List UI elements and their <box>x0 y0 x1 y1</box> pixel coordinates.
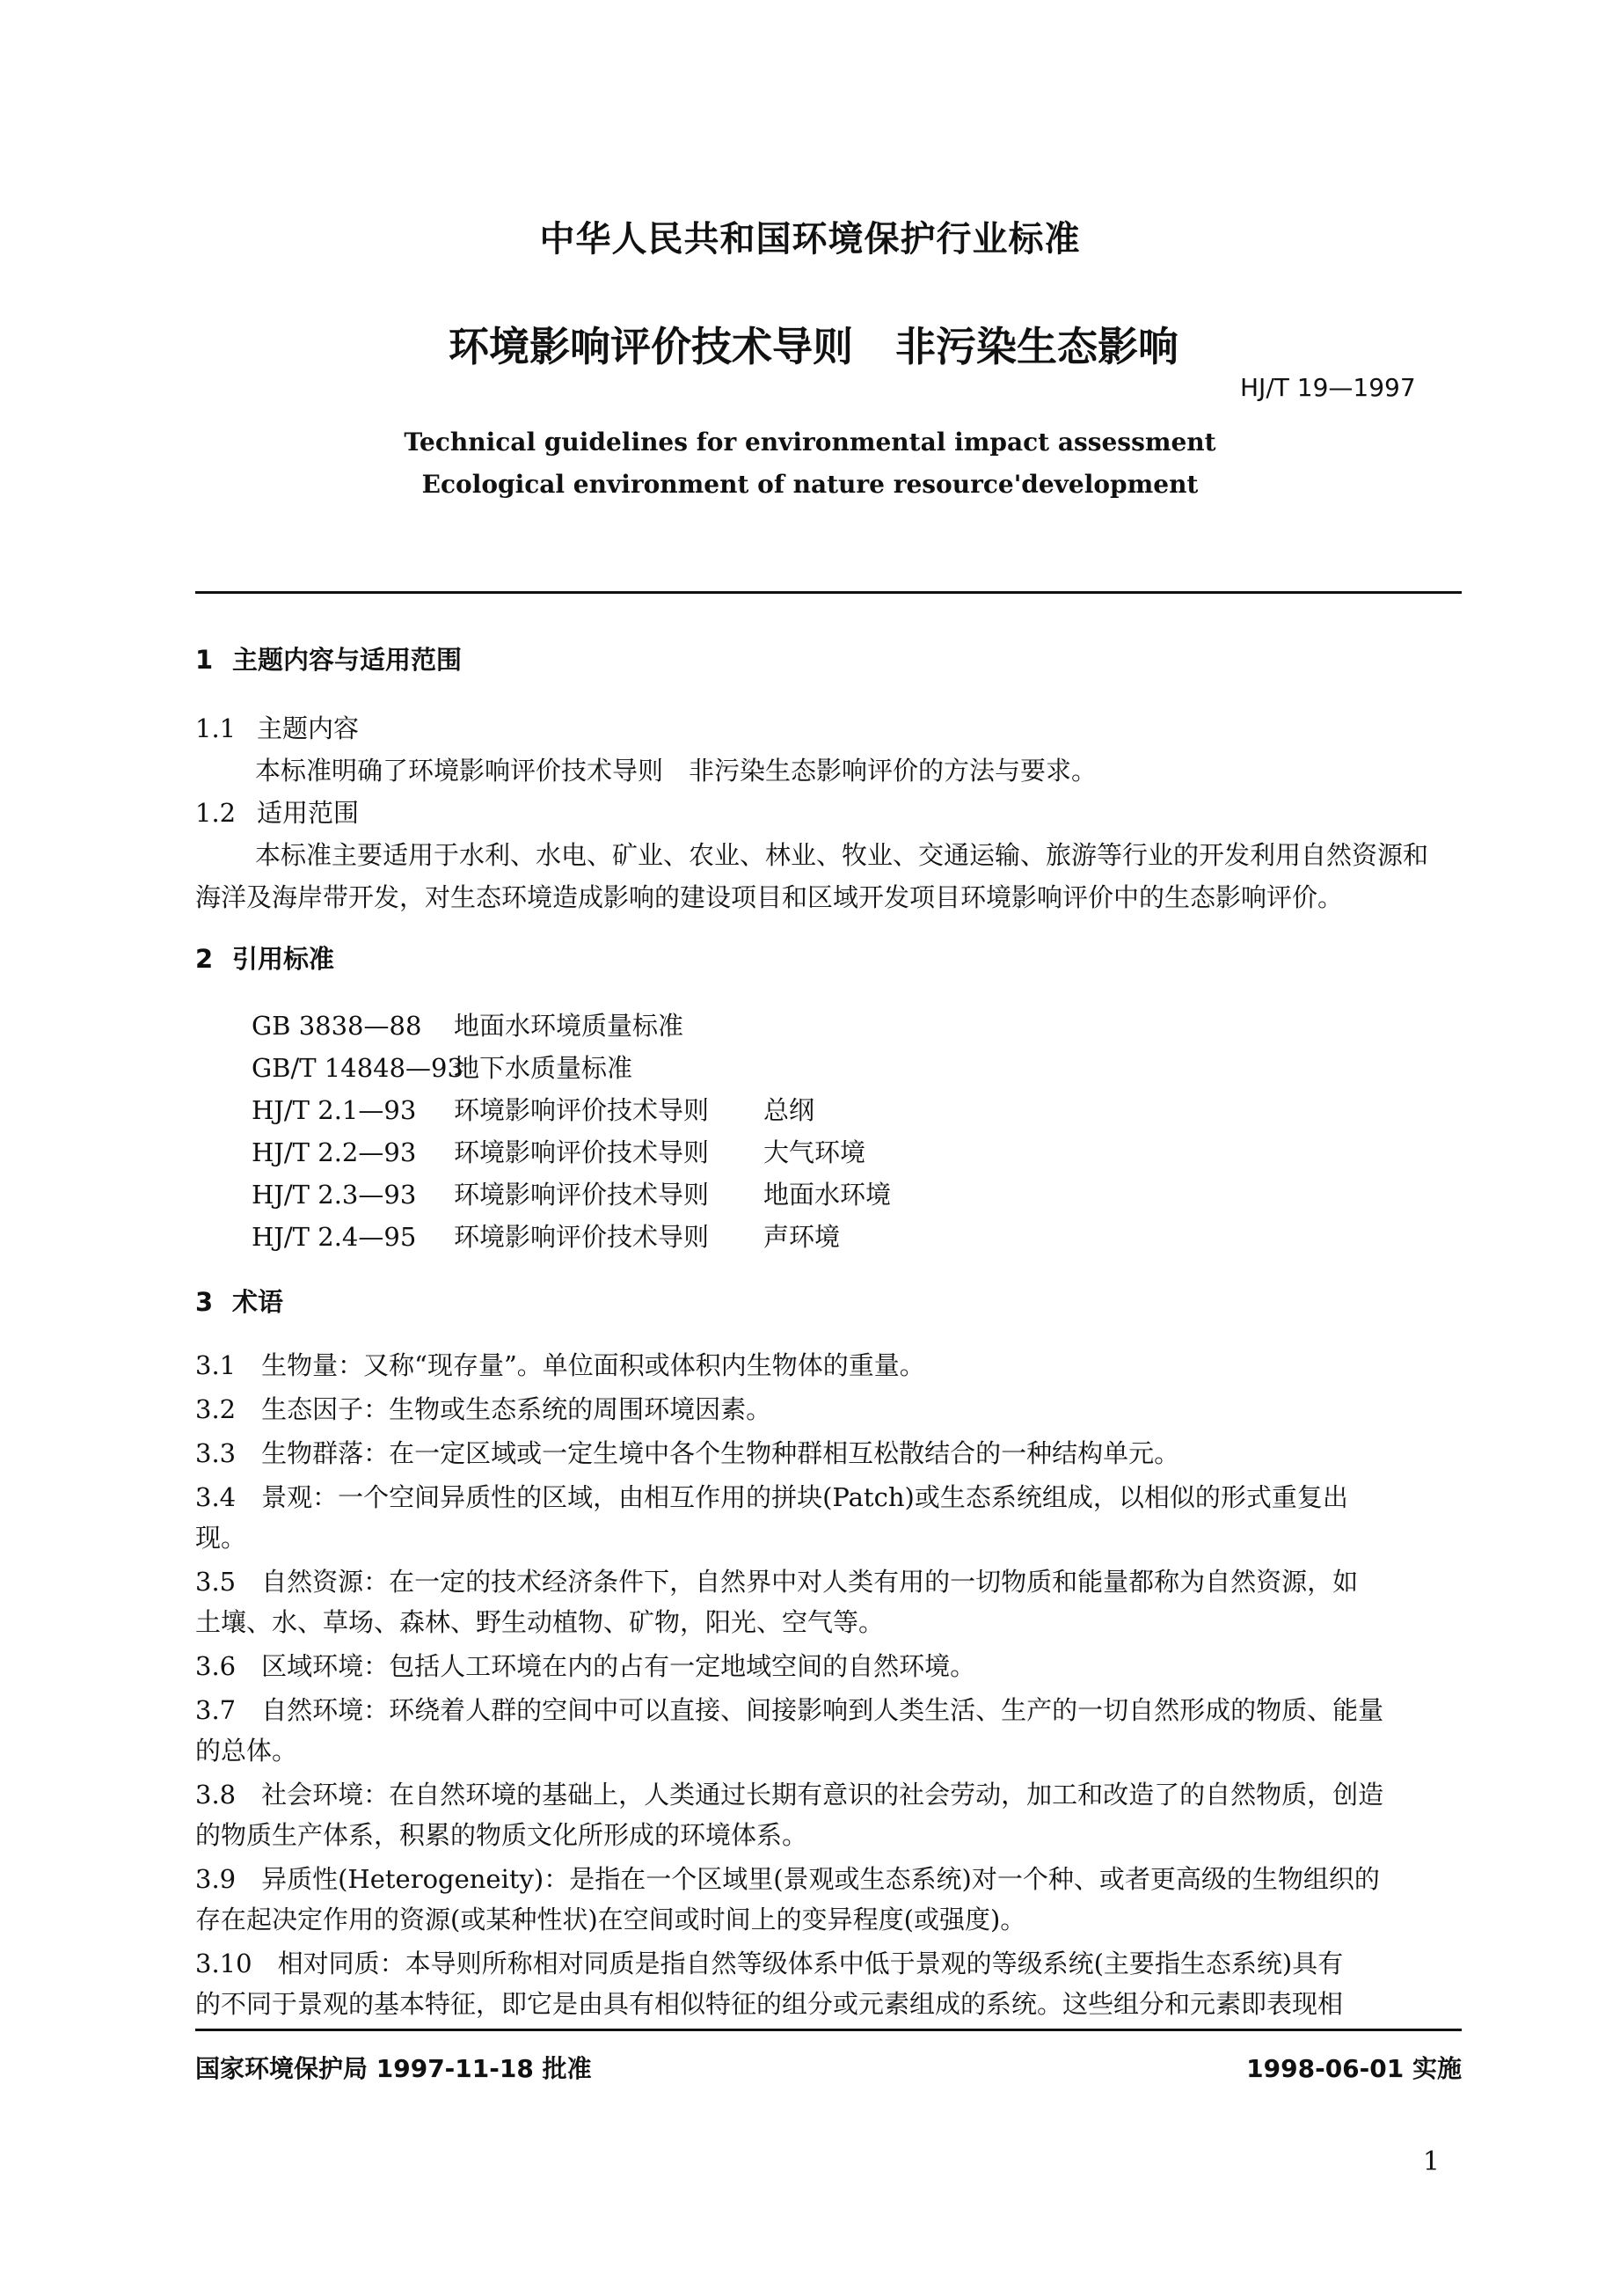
section-1-2-text-line2: 海洋及海岸带开发，对生态环境造成影响的建设项目和区域开发项目环境影响评价中的生态影响评价。 <box>195 882 1344 912</box>
section-1-1-text: 本标准明确了环境影响评价技术导则 非污染生态影响评价的方法与要求。 <box>255 756 1098 786</box>
term-3-8-line1: 3.8 社会环境：在自然环境的基础上，人类通过长期有意识的社会劳动，加工和改造了的自然物质，创造 <box>195 1780 1384 1810</box>
approval-note: 国家环境保护局 1997-11-18 批准 <box>195 2054 592 2083</box>
term-3-7-line1: 3.7 自然环境：环绕着人群的空间中可以直接、间接影响到人类生活、生产的一切自然形成的物质、能量 <box>195 1695 1384 1725</box>
header-divider <box>195 591 1462 594</box>
document-title-cn <box>449 315 1179 373</box>
section-3-heading: 3 术语 <box>195 1287 284 1317</box>
term-3-7-line2: 的总体。 <box>195 1736 298 1766</box>
reference-item: HJ/T 2.2—93 环境影响评价技术导则 大气环境 <box>252 1137 866 1167</box>
section-1-heading: 1 主题内容与适用范围 <box>195 645 463 675</box>
reference-item: HJ/T 2.1—93 环境影响评价技术导则 总纲 <box>252 1095 815 1125</box>
term-3-2: 3.2 生态因子：生物或生态系统的周围环境因素。 <box>195 1394 772 1424</box>
term-3-4-line1: 3.4 景观：一个空间异质性的区域，由相互作用的拼块(Patch)或生态系统组成，以相似的形式重复出 <box>195 1482 1348 1512</box>
document-title-en-line1: Technical guidelines for environmental impact assessment <box>404 428 1216 457</box>
term-3-5-line1: 3.5 自然资源：在一定的技术经济条件下，自然界中对人类有用的一切物质和能量都称为自然资源，如 <box>195 1567 1359 1597</box>
section-2-heading: 2 引用标准 <box>195 944 335 974</box>
term-3-6: 3.6 区域环境：包括人工环境在内的占有一定地域空间的自然环境。 <box>195 1651 976 1681</box>
reference-item: HJ/T 2.3—93 环境影响评价技术导则 地面水环境 <box>252 1180 892 1210</box>
term-3-5-line2: 土壤、水、草场、森林、野生动植物、矿物，阳光、空气等。 <box>195 1607 885 1637</box>
document-org-header: 中华人民共和国环境保护行业标准 <box>539 219 1081 260</box>
standard-number: HJ/T 19—1997 <box>1240 373 1416 402</box>
term-3-8-line2: 的物质生产体系，积累的物质文化所形成的环境体系。 <box>195 1820 808 1850</box>
reference-item: HJ/T 2.4—95 环境影响评价技术导则 声环境 <box>252 1222 841 1252</box>
term-3-1: 3.1 生物量：又称“现存量”。单位面积或体积内生物体的重量。 <box>195 1350 925 1380</box>
title-cn-part1: 环境影响评价技术导则 <box>449 323 853 370</box>
term-3-9-line2: 存在起决定作用的资源(或某种性状)在空间或时间上的变异程度(或强度)。 <box>195 1905 1026 1934</box>
document-title-en-line2: Ecological environment of nature resource'development <box>421 470 1199 499</box>
section-1-1-heading: 1.1 主题内容 <box>195 713 360 743</box>
section-1-2-heading: 1.2 适用范围 <box>195 798 360 828</box>
effective-date: 1998-06-01 实施 <box>1246 2054 1462 2083</box>
term-3-9-line1: 3.9 异质性(Heterogeneity)：是指在一个区域里(景观或生态系统)对一个种、或者更高级的生物组织的 <box>195 1864 1380 1894</box>
section-1-2-text-line1: 本标准主要适用于水利、水电、矿业、农业、林业、牧业、交通运输、旅游等行业的开发利用自然资源和 <box>255 840 1429 870</box>
reference-item: GB 3838—88 地面水环境质量标准 <box>252 1011 684 1041</box>
term-3-10-line2: 的不同于景观的基本特征，即它是由具有相似特征的组分或元素组成的系统。这些组分和元素即表现相 <box>195 1989 1344 2019</box>
reference-item: GB/T 14848—93地下水质量标准 <box>252 1053 633 1083</box>
term-3-3: 3.3 生物群落：在一定区域或一定生境中各个生物种群相互松散结合的一种结构单元。 <box>195 1438 1180 1468</box>
title-cn-part2: 非污染生态影响 <box>895 323 1179 370</box>
term-3-10-line1: 3.10 相对同质：本导则所称相对同质是指自然等级体系中低于景观的等级系统(主要指生态系统)具有 <box>195 1949 1344 1978</box>
page-number: 1 <box>1422 2146 1440 2177</box>
footer-divider <box>195 2029 1462 2031</box>
term-3-4-line2: 现。 <box>195 1523 247 1553</box>
